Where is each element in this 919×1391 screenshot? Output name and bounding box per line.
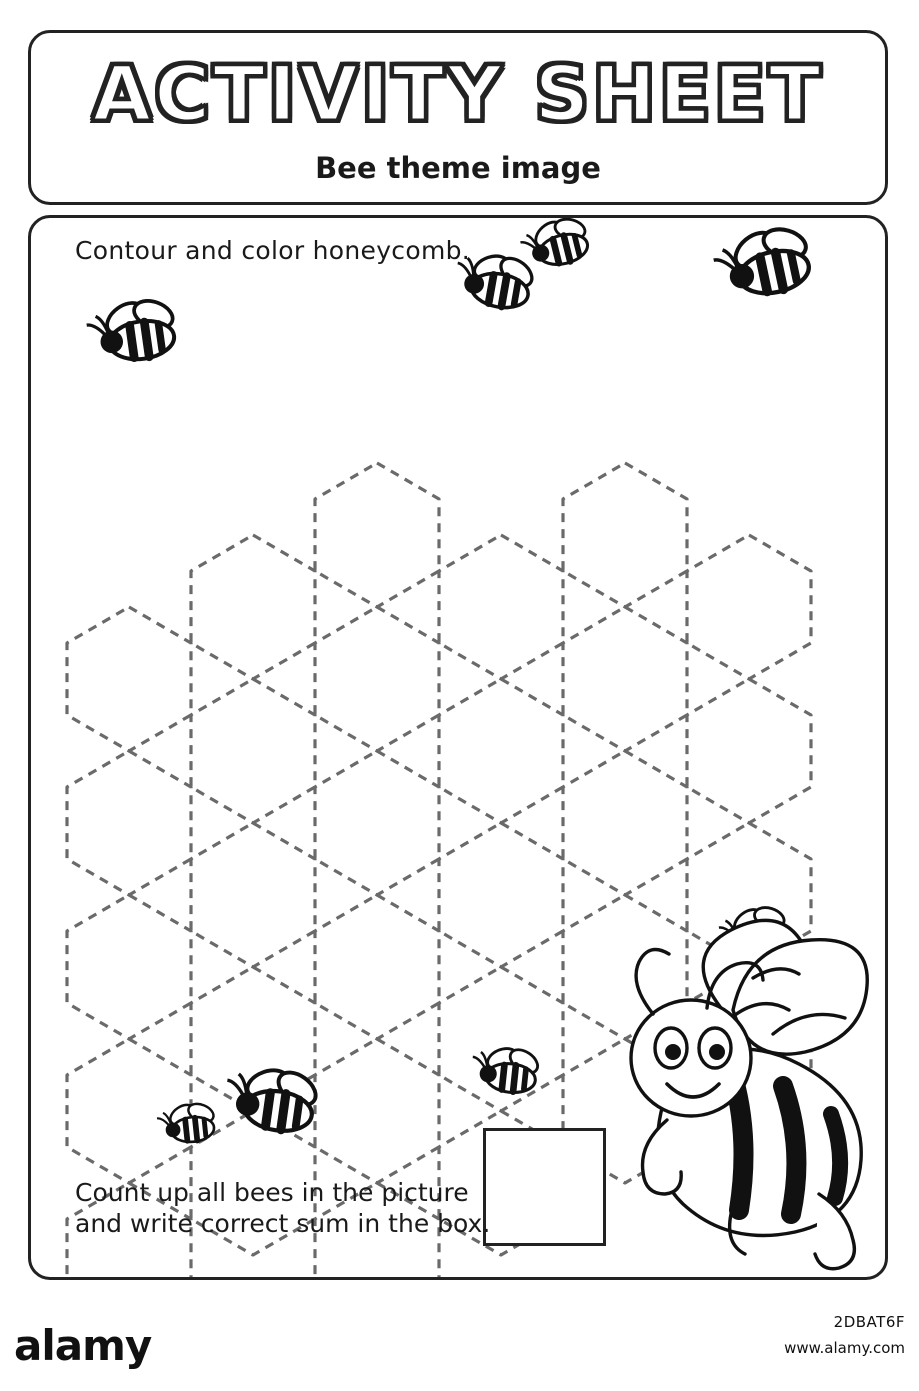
title-panel [28, 30, 888, 205]
image-id: 2DBAT6F [833, 1313, 905, 1331]
instruction-contour-color: Contour and color honeycomb. [75, 236, 471, 265]
page-title: ACTIVITY SHEET [92, 49, 824, 138]
large-bee-illustration [31, 218, 888, 1280]
page-subtitle: Bee theme image [315, 151, 601, 185]
watermark-footer [0, 1298, 919, 1391]
alamy-url: www.alamy.com [784, 1339, 905, 1357]
instruction-line-2: and write correct sum in the box. [75, 1208, 491, 1238]
answer-box[interactable] [483, 1128, 606, 1246]
instruction-count-bees [75, 1178, 495, 1239]
instruction-line-1: Count up all bees in the picture [75, 1178, 469, 1207]
activity-sheet [0, 8, 919, 1298]
alamy-logo: alamy [14, 1321, 152, 1370]
content-panel [28, 215, 888, 1280]
